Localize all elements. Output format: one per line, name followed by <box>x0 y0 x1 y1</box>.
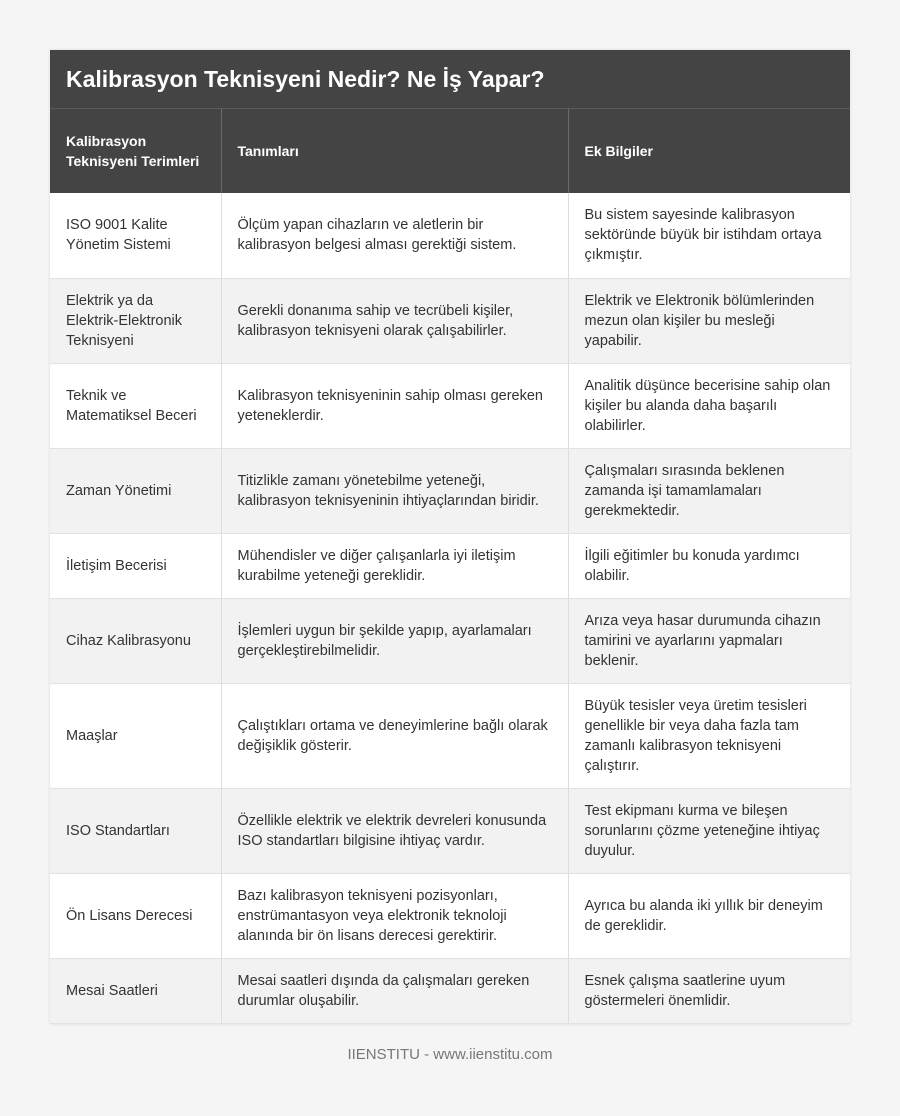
term-cell: ISO 9001 Kalite Yönetim Sistemi <box>50 193 221 278</box>
info-cell: Ayrıca bu alanda iki yıllık bir deneyim de gereklidir. <box>568 873 850 958</box>
definition-cell: Kalibrasyon teknisyeninin sahip olması gereken yeteneklerdir. <box>221 363 568 448</box>
column-header-terms: Kalibrasyon Teknisyeni Terimleri <box>50 109 221 193</box>
definition-cell: Çalıştıkları ortama ve deneyimlerine bağlı olarak değişiklik gösterir. <box>221 683 568 788</box>
term-cell: İletişim Becerisi <box>50 533 221 598</box>
definition-cell: Mühendisler ve diğer çalışanlarla iyi iletişim kurabilme yeteneği gereklidir. <box>221 533 568 598</box>
footer-credit: IIENSTITU - www.iienstitu.com <box>347 1046 553 1063</box>
term-cell: Elektrik ya da Elektrik-Elektronik Teknisyeni <box>50 278 221 363</box>
info-cell: Büyük tesisler veya üretim tesisleri genellikle bir veya daha fazla tam zamanlı kalibrasyon teknisyeni çalıştırır. <box>568 683 850 788</box>
definition-cell: Gerekli donanıma sahip ve tecrübeli kişiler, kalibrasyon teknisyeni olarak çalışabilirler. <box>221 278 568 363</box>
table-row <box>50 363 850 448</box>
table-row <box>50 193 850 278</box>
definition-cell: Mesai saatleri dışında da çalışmaları gereken durumlar oluşabilir. <box>221 958 568 1023</box>
column-header-definitions: Tanımları <box>221 109 568 193</box>
term-cell: Cihaz Kalibrasyonu <box>50 598 221 683</box>
definition-cell: Bazı kalibrasyon teknisyeni pozisyonları, enstrümantasyon veya elektronik teknoloji alanında bir ön lisans derecesi gerektirir. <box>221 873 568 958</box>
table-row <box>50 873 850 958</box>
definition-cell: İşlemleri uygun bir şekilde yapıp, ayarlamaları gerçekleştirebilmelidir. <box>221 598 568 683</box>
info-cell: Test ekipmanı kurma ve bileşen sorunlarını çözme yeteneğine ihtiyaç duyulur. <box>568 788 850 873</box>
info-cell: Analitik düşünce becerisine sahip olan kişiler bu alanda daha başarılı olabilirler. <box>568 363 850 448</box>
term-cell: Teknik ve Matematiksel Beceri <box>50 363 221 448</box>
info-cell: Çalışmaları sırasında beklenen zamanda işi tamamlamaları gerekmektedir. <box>568 448 850 533</box>
info-cell: Arıza veya hasar durumunda cihazın tamirini ve ayarlarını yapmaları beklenir. <box>568 598 850 683</box>
table-row <box>50 278 850 363</box>
page-title: Kalibrasyon Teknisyeni Nedir? Ne İş Yapar? <box>50 50 850 109</box>
info-cell: İlgili eğitimler bu konuda yardımcı olabilir. <box>568 533 850 598</box>
table-row <box>50 533 850 598</box>
table-row <box>50 958 850 1023</box>
table-row <box>50 598 850 683</box>
table-row <box>50 448 850 533</box>
definition-cell: Özellikle elektrik ve elektrik devreleri konusunda ISO standartları bilgisine ihtiyaç vardır. <box>221 788 568 873</box>
term-cell: Zaman Yönetimi <box>50 448 221 533</box>
term-cell: Ön Lisans Derecesi <box>50 873 221 958</box>
term-cell: ISO Standartları <box>50 788 221 873</box>
table-row <box>50 788 850 873</box>
definition-cell: Ölçüm yapan cihazların ve aletlerin bir kalibrasyon belgesi alması gerektiği sistem. <box>221 193 568 278</box>
definition-cell: Titizlikle zamanı yönetebilme yeteneği, kalibrasyon teknisyeninin ihtiyaçlarından biridir. <box>221 448 568 533</box>
column-header-info: Ek Bilgiler <box>568 109 850 193</box>
term-cell: Mesai Saatleri <box>50 958 221 1023</box>
table-header-row <box>50 109 850 193</box>
terms-table <box>50 109 850 1024</box>
info-cell: Bu sistem sayesinde kalibrasyon sektöründe büyük bir istihdam ortaya çıkmıştır. <box>568 193 850 278</box>
table-card <box>50 50 850 1024</box>
info-cell: Elektrik ve Elektronik bölümlerinden mezun olan kişiler bu mesleği yapabilir. <box>568 278 850 363</box>
info-cell: Esnek çalışma saatlerine uyum göstermeleri önemlidir. <box>568 958 850 1023</box>
term-cell: Maaşlar <box>50 683 221 788</box>
table-row <box>50 683 850 788</box>
